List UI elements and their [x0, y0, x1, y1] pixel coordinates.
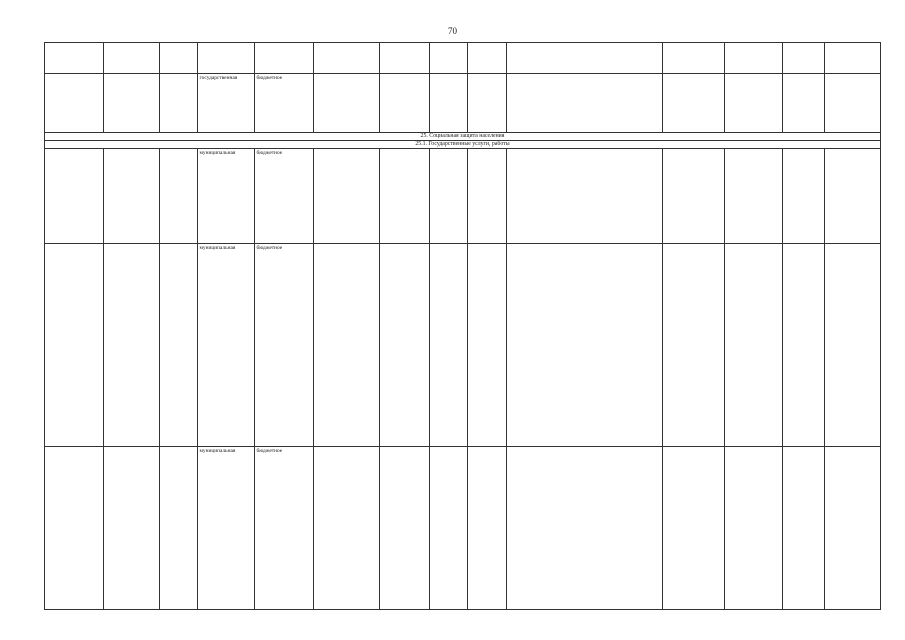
cell-name: [104, 148, 160, 243]
cell-legal-basis: [507, 74, 663, 133]
cell-legal-basis: [507, 243, 663, 446]
cell-indicator-quality: [783, 446, 825, 609]
cell-indicator-volume: [725, 446, 783, 609]
cell-id: [45, 148, 104, 243]
cell-indicator-volume: [725, 74, 783, 133]
table-row: [45, 43, 881, 74]
cell-indicator-quality: [783, 243, 825, 446]
cell-territory: [825, 446, 881, 609]
cell-indicator-volume: [725, 148, 783, 243]
cell-unit: [380, 446, 430, 609]
cell-id: [45, 446, 104, 609]
cell-content: [314, 148, 380, 243]
cell-payment: [468, 446, 507, 609]
cell-funding: бюджетное: [255, 446, 314, 609]
cell-indicator-quality: [783, 148, 825, 243]
cell-okved: [160, 446, 198, 609]
cell-unit: [380, 243, 430, 446]
cell-legal-basis: [507, 148, 663, 243]
cell-payment: [468, 74, 507, 133]
cell-content: [314, 43, 380, 74]
cell-funding: бюджетное: [255, 243, 314, 446]
table-row: [45, 74, 881, 133]
cell-territory: [825, 74, 881, 133]
cell-type: [430, 148, 468, 243]
cell-level: муниципальная: [198, 243, 255, 446]
table-row: [45, 446, 881, 609]
subsection-title: 25.1. Государственные услуги, работы: [45, 140, 881, 148]
cell-payment: [468, 148, 507, 243]
cell-funding: бюджетное: [255, 74, 314, 133]
cell-indicator-volume: [725, 243, 783, 446]
cell-okved: [160, 148, 198, 243]
cell-unit: [380, 43, 430, 74]
table-row: [45, 243, 881, 446]
cell-content: [314, 446, 380, 609]
section-row: [45, 133, 881, 141]
cell-payment: [468, 243, 507, 446]
cell-indicator-quality: [783, 74, 825, 133]
cell-type: [430, 43, 468, 74]
cell-content: [314, 74, 380, 133]
cell-level: муниципальная: [198, 148, 255, 243]
cell-type: [430, 446, 468, 609]
cell-consumers: [663, 74, 725, 133]
cell-name: [104, 74, 160, 133]
cell-type: [430, 74, 468, 133]
services-registry-table: [44, 42, 881, 610]
cell-funding: бюджетное: [255, 148, 314, 243]
cell-id: [45, 243, 104, 446]
cell-content: [314, 243, 380, 446]
cell-id: [45, 74, 104, 133]
cell-level: государственная: [198, 74, 255, 133]
cell-funding: [255, 43, 314, 74]
cell-okved: [160, 43, 198, 74]
cell-level: [198, 43, 255, 74]
cell-unit: [380, 148, 430, 243]
page-number: 70: [448, 26, 457, 36]
cell-name: [104, 446, 160, 609]
cell-territory: [825, 43, 881, 74]
cell-territory: [825, 148, 881, 243]
cell-okved: [160, 74, 198, 133]
cell-level: муниципальная: [198, 446, 255, 609]
section-title: 25. Социальная защита населения: [45, 133, 881, 141]
cell-consumers: [663, 148, 725, 243]
cell-id: [45, 43, 104, 74]
cell-indicator-quality: [783, 43, 825, 74]
subsection-row: [45, 140, 881, 148]
cell-unit: [380, 74, 430, 133]
cell-name: [104, 243, 160, 446]
cell-territory: [825, 243, 881, 446]
cell-consumers: [663, 446, 725, 609]
cell-name: [104, 43, 160, 74]
cell-indicator-volume: [725, 43, 783, 74]
cell-legal-basis: [507, 43, 663, 74]
cell-legal-basis: [507, 446, 663, 609]
cell-consumers: [663, 243, 725, 446]
cell-consumers: [663, 43, 725, 74]
cell-okved: [160, 243, 198, 446]
table-row: [45, 148, 881, 243]
cell-type: [430, 243, 468, 446]
cell-payment: [468, 43, 507, 74]
